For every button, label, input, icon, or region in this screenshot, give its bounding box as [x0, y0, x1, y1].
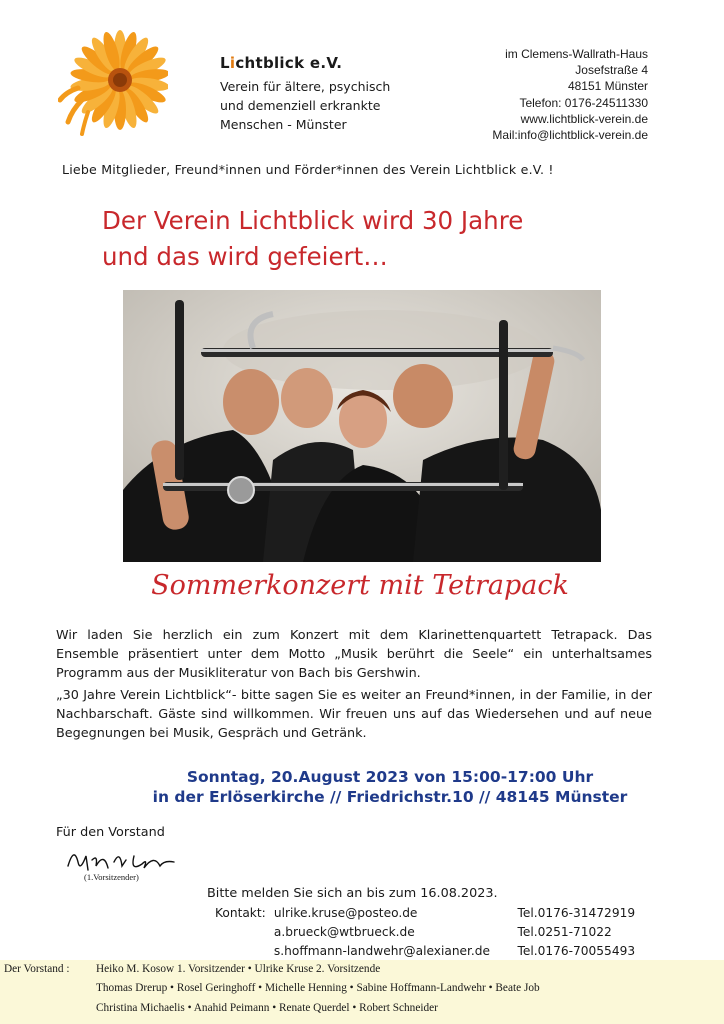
concert-title: Sommerkonzert mit Tetrapack	[151, 570, 569, 601]
footer-members-line: Christina Michaelis • Anahid Peimann • Renate Querdel • Robert Schneider	[96, 1002, 438, 1014]
phone-line: Telefon: 0176-24511330	[519, 95, 648, 110]
invitation-paragraph: „30 Jahre Verein Lichtblick“- bitte sagen Sie es weiter an Freund*innen, in der Familie, in der Nachbarschaft. Gäste sind willkommen. Wir freuen uns auf das Wiedersehen und auf neue Begegnungen bei Musik, Gespräch und Getränk.	[56, 688, 652, 741]
signature-role: (1.Vorsitzender)	[84, 872, 139, 882]
greeting: Liebe Mitglieder, Freund*innen und Förder*innen des Verein Lichtblick e.V. !	[62, 162, 554, 177]
contact-row	[215, 942, 655, 961]
organization-name: Lichtblick e.V.	[220, 54, 343, 72]
email-link[interactable]: Mail:info@lichtblick-verein.de	[492, 128, 648, 143]
contact-row	[215, 904, 655, 923]
contact-list	[215, 904, 655, 961]
organization-description-line: und demenziell erkrankte	[220, 98, 381, 113]
contact-phone: Tel.0176-31472919	[517, 906, 636, 920]
organization-description-line: Verein für ältere, psychisch	[220, 79, 391, 94]
headline-line: und das wird gefeiert…	[102, 242, 388, 271]
registration-note: Bitte melden Sie sich an bis zum 16.08.2023.	[207, 886, 498, 901]
flower-logo-icon	[58, 30, 168, 140]
address-block	[428, 46, 648, 143]
address-line: Josefstraße 4	[575, 63, 648, 78]
footer-members-line: Heiko M. Kosow 1. Vorsitzender • Ulrike Kruse 2. Vorsitzende	[96, 963, 381, 975]
event-location-line: in der Erlöserkirche // Friedrichstr.10 // 48145 Münster	[152, 788, 628, 806]
contact-label: Kontakt:	[215, 906, 266, 920]
contact-email[interactable]: ulrike.kruse@posteo.de	[273, 906, 418, 920]
ensemble-photo	[123, 290, 601, 562]
organization-block	[220, 54, 450, 134]
contact-email[interactable]: s.hoffmann-landwehr@alexianer.de	[273, 944, 491, 958]
event-date-line: Sonntag, 20.August 2023 von 15:00-17:00 Uhr	[186, 768, 594, 786]
contact-email[interactable]: a.brueck@wtbrueck.de	[273, 925, 415, 939]
event-details	[60, 767, 720, 807]
headline	[102, 203, 662, 275]
address-line: 48151 Münster	[567, 79, 648, 94]
invitation-paragraph: Wir laden Sie herzlich ein zum Konzert mit dem Klarinettenquartett Tetrapack. Das Ensemble präsentiert unter dem Motto „Musik berührt die Seele“ ein unterhaltsames Programm aus der Musikliteratur von Bach bis Gershwin.	[56, 628, 652, 681]
board-members-footer	[0, 960, 724, 1024]
address-line: im Clemens-Wallrath-Haus	[505, 47, 648, 61]
contact-phone: Tel.0176-70055493	[517, 944, 636, 958]
contact-row	[215, 923, 655, 942]
board-label: Für den Vorstand	[56, 825, 165, 840]
website-link[interactable]: www.lichtblick-verein.de	[520, 111, 648, 126]
footer-members-line: Thomas Drerup • Rosel Geringhoff • Michelle Henning • Sabine Hoffmann-Landwehr • Beate Job	[96, 982, 540, 994]
organization-description-line: Menschen - Münster	[220, 117, 347, 132]
footer-title: Der Vorstand :	[4, 963, 70, 975]
headline-line: Der Verein Lichtblick wird 30 Jahre	[102, 206, 524, 235]
contact-phone: Tel.0251-71022	[517, 925, 612, 939]
